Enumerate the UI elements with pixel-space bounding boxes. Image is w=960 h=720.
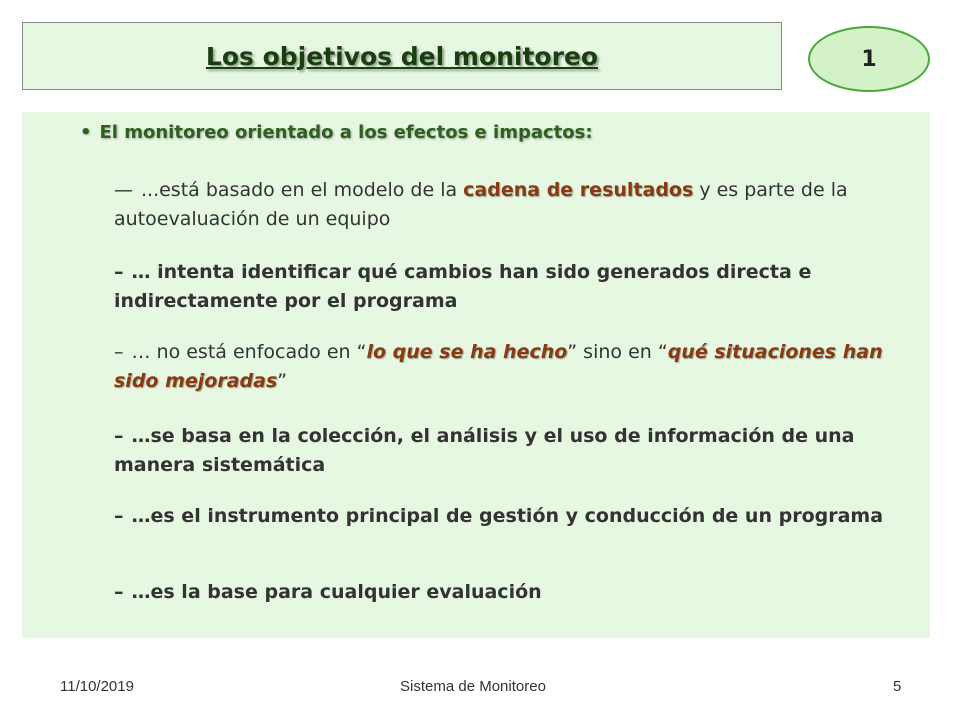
list-item	[114, 176, 904, 234]
item-text: ...está basado en el modelo de la	[141, 179, 464, 201]
slide-title: Los objetivos del monitoreo	[205, 41, 599, 71]
dash-icon: –	[114, 261, 124, 283]
main-bullet-text: El monitoreo orientado a los efectos e impactos:	[99, 122, 593, 143]
main-bullet	[80, 122, 593, 143]
list-item	[114, 258, 904, 316]
item-text: y es parte de la autoevaluación de un equipo	[114, 179, 848, 230]
dash-icon: –	[114, 425, 124, 447]
slide-number-badge: 1	[808, 26, 930, 92]
footer-page-number: 5	[893, 678, 902, 695]
highlight-text: lo que se ha hecho	[366, 341, 568, 363]
highlight-text: qué situaciones han sido mejoradas	[114, 341, 883, 392]
dash-icon: –	[114, 581, 124, 603]
list-item	[114, 422, 904, 480]
dash-icon: –	[114, 505, 124, 527]
item-text: … intenta identificar qué cambios han sido generados directa e indirectamente por el programa	[114, 261, 812, 312]
item-text: ” sino en “	[567, 341, 668, 363]
item-text: …se basa en la colección, el análisis y el uso de información de una manera sistemática	[114, 425, 855, 476]
title-box	[22, 22, 782, 90]
item-text: …es la base para cualquier evaluación	[131, 581, 542, 603]
item-text: …es el instrumento principal de gestión y conducción de un programa	[131, 505, 884, 527]
highlight-text: cadena de resultados	[463, 179, 694, 201]
list-item	[114, 338, 904, 396]
footer-title: Sistema de Monitoreo	[400, 678, 546, 695]
list-item	[114, 578, 904, 607]
content-panel	[22, 112, 930, 638]
item-text: … no está enfocado en “	[131, 341, 367, 363]
dash-icon: –	[114, 341, 124, 363]
bullet-dot-icon: •	[80, 122, 92, 143]
list-item	[114, 502, 904, 531]
footer-date: 11/10/2019	[60, 678, 134, 695]
item-text: ”	[277, 370, 288, 392]
dash-icon: —	[114, 179, 133, 201]
